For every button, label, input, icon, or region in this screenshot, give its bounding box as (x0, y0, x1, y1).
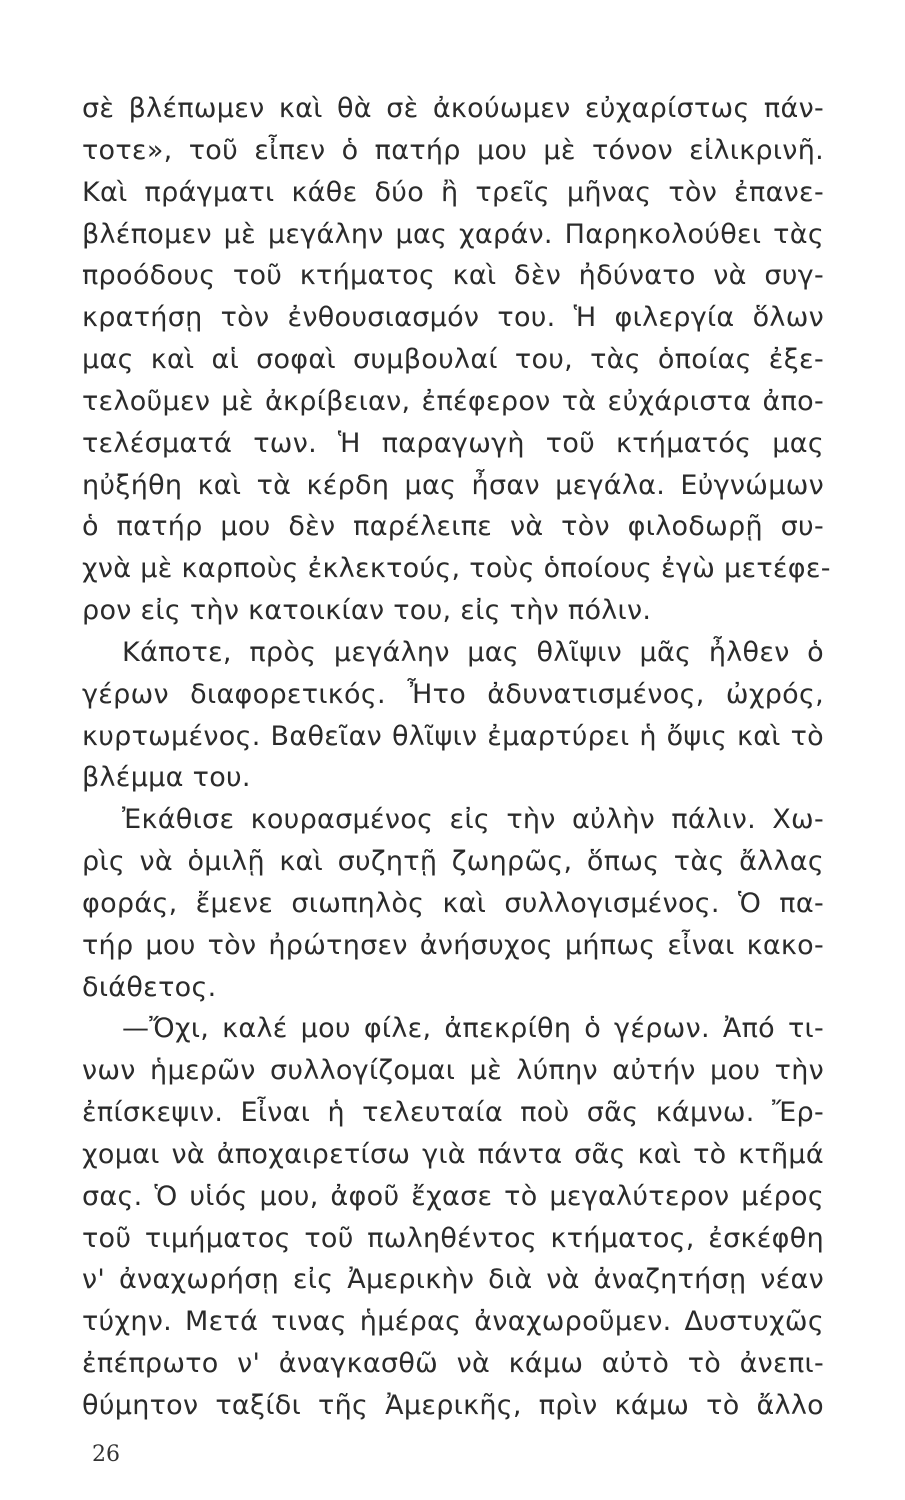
page-number: 26 (92, 1442, 120, 1467)
text-line: μας καὶ αἱ σοφαὶ συμβουλαί του, τὰς ὁποίας ἐξε- (82, 344, 824, 375)
text-line: ἐπέπρωτο ν' ἀναγκασθῶ νὰ κάμω αὐτὸ τὸ ἀνεπι- (82, 1348, 824, 1379)
paragraph-first-line: —Ὄχι, καλέ μου φίλε, ἀπεκρίθη ὁ γέρων. Ἀπό τι- (122, 1013, 824, 1044)
text-line: Καὶ πράγματι κάθε δύο ἢ τρεῖς μῆνας τὸν ἐπανε- (82, 177, 824, 208)
text-line: τύχην. Μετά τινας ἡμέρας ἀναχωροῦμεν. Δυστυχῶς (82, 1306, 824, 1337)
text-line: χομαι νὰ ἀποχαιρετίσω γιὰ πάντα σᾶς καὶ τὸ κτῆμά (82, 1139, 824, 1170)
text-line: προόδους τοῦ κτήματος καὶ δὲν ἠδύνατο νὰ συγ- (82, 260, 824, 291)
text-line: κυρτωμένος. Βαθεῖαν θλῖψιν ἐμαρτύρει ἡ ὄψις καὶ τὸ (82, 721, 824, 752)
text-line: τήρ μου τὸν ἠρώτησεν ἀνήσυχος μήπως εἶναι κακο- (82, 930, 824, 961)
paragraph-first-line: Ἐκάθισε κουρασμένος εἰς τὴν αὐλὴν πάλιν. Χω- (122, 804, 824, 835)
text-line: ὁ πατήρ μου δὲν παρέλειπε νὰ τὸν φιλοδωρῇ συ- (82, 511, 824, 542)
text-line: τοτε», τοῦ εἶπεν ὁ πατήρ μου μὲ τόνον εἰλικρινῆ. (82, 135, 824, 166)
text-line: χνὰ μὲ καρποὺς ἐκλεκτούς, τοὺς ὁποίους ἐγὼ μετέφε- (82, 553, 831, 584)
text-line: βλέπομεν μὲ μεγάλην μας χαράν. Παρηκολούθει τὰς (82, 219, 824, 250)
text-line: θύμητον ταξίδι τῆς Ἀμερικῆς, πρὶν κάμω τὸ ἄλλο (82, 1390, 824, 1421)
text-line: ρὶς νὰ ὁμιλῇ καὶ συζητῇ ζωηρῶς, ὅπως τὰς ἄλλας (82, 846, 824, 877)
text-line: ηὐξήθη καὶ τὰ κέρδη μας ἦσαν μεγάλα. Εὐγνώμων (82, 470, 824, 501)
text-line: σας. Ὁ υἱός μου, ἀφοῦ ἔχασε τὸ μεγαλύτερον μέρος (82, 1181, 824, 1212)
text-line: τοῦ τιμήματος τοῦ πωληθέντος κτήματος, ἐσκέφθη (82, 1223, 824, 1254)
text-line: κρατήσῃ τὸν ἐνθουσιασμόν του. Ἡ φιλεργία ὅλων (82, 302, 824, 333)
text-line: ἐπίσκεψιν. Εἶναι ἡ τελευταία ποὺ σᾶς κάμνω. Ἔρ- (82, 1097, 824, 1128)
text-line: ρον εἰς τὴν κατοικίαν του, εἰς τὴν πόλιν. (82, 595, 652, 626)
text-line: τελέσματά των. Ἡ παραγωγὴ τοῦ κτήματός μας (82, 428, 824, 459)
paragraph-first-line: Κάποτε, πρὸς μεγάλην μας θλῖψιν μᾶς ἦλθεν ὁ (122, 637, 824, 668)
text-line: νων ἡμερῶν συλλογίζομαι μὲ λύπην αὐτήν μου τὴν (82, 1055, 824, 1086)
text-line: διάθετος. (82, 972, 217, 1003)
text-line: ν' ἀναχωρήσῃ εἰς Ἀμερικὴν διὰ νὰ ἀναζητήσῃ νέαν (82, 1264, 824, 1295)
text-line: γέρων διαφορετικός. Ἦτο ἀδυνατισμένος, ὠχρός, (82, 679, 824, 710)
text-line: φοράς, ἔμενε σιωπηλὸς καὶ συλλογισμένος. Ὁ πα- (82, 888, 824, 919)
text-line: βλέμμα του. (82, 762, 251, 793)
text-line: τελοῦμεν μὲ ἀκρίβειαν, ἐπέφερον τὰ εὐχάριστα ἀπο- (82, 386, 824, 417)
text-line: σὲ βλέπωμεν καὶ θὰ σὲ ἀκούωμεν εὐχαρίστως πάν- (82, 93, 824, 124)
